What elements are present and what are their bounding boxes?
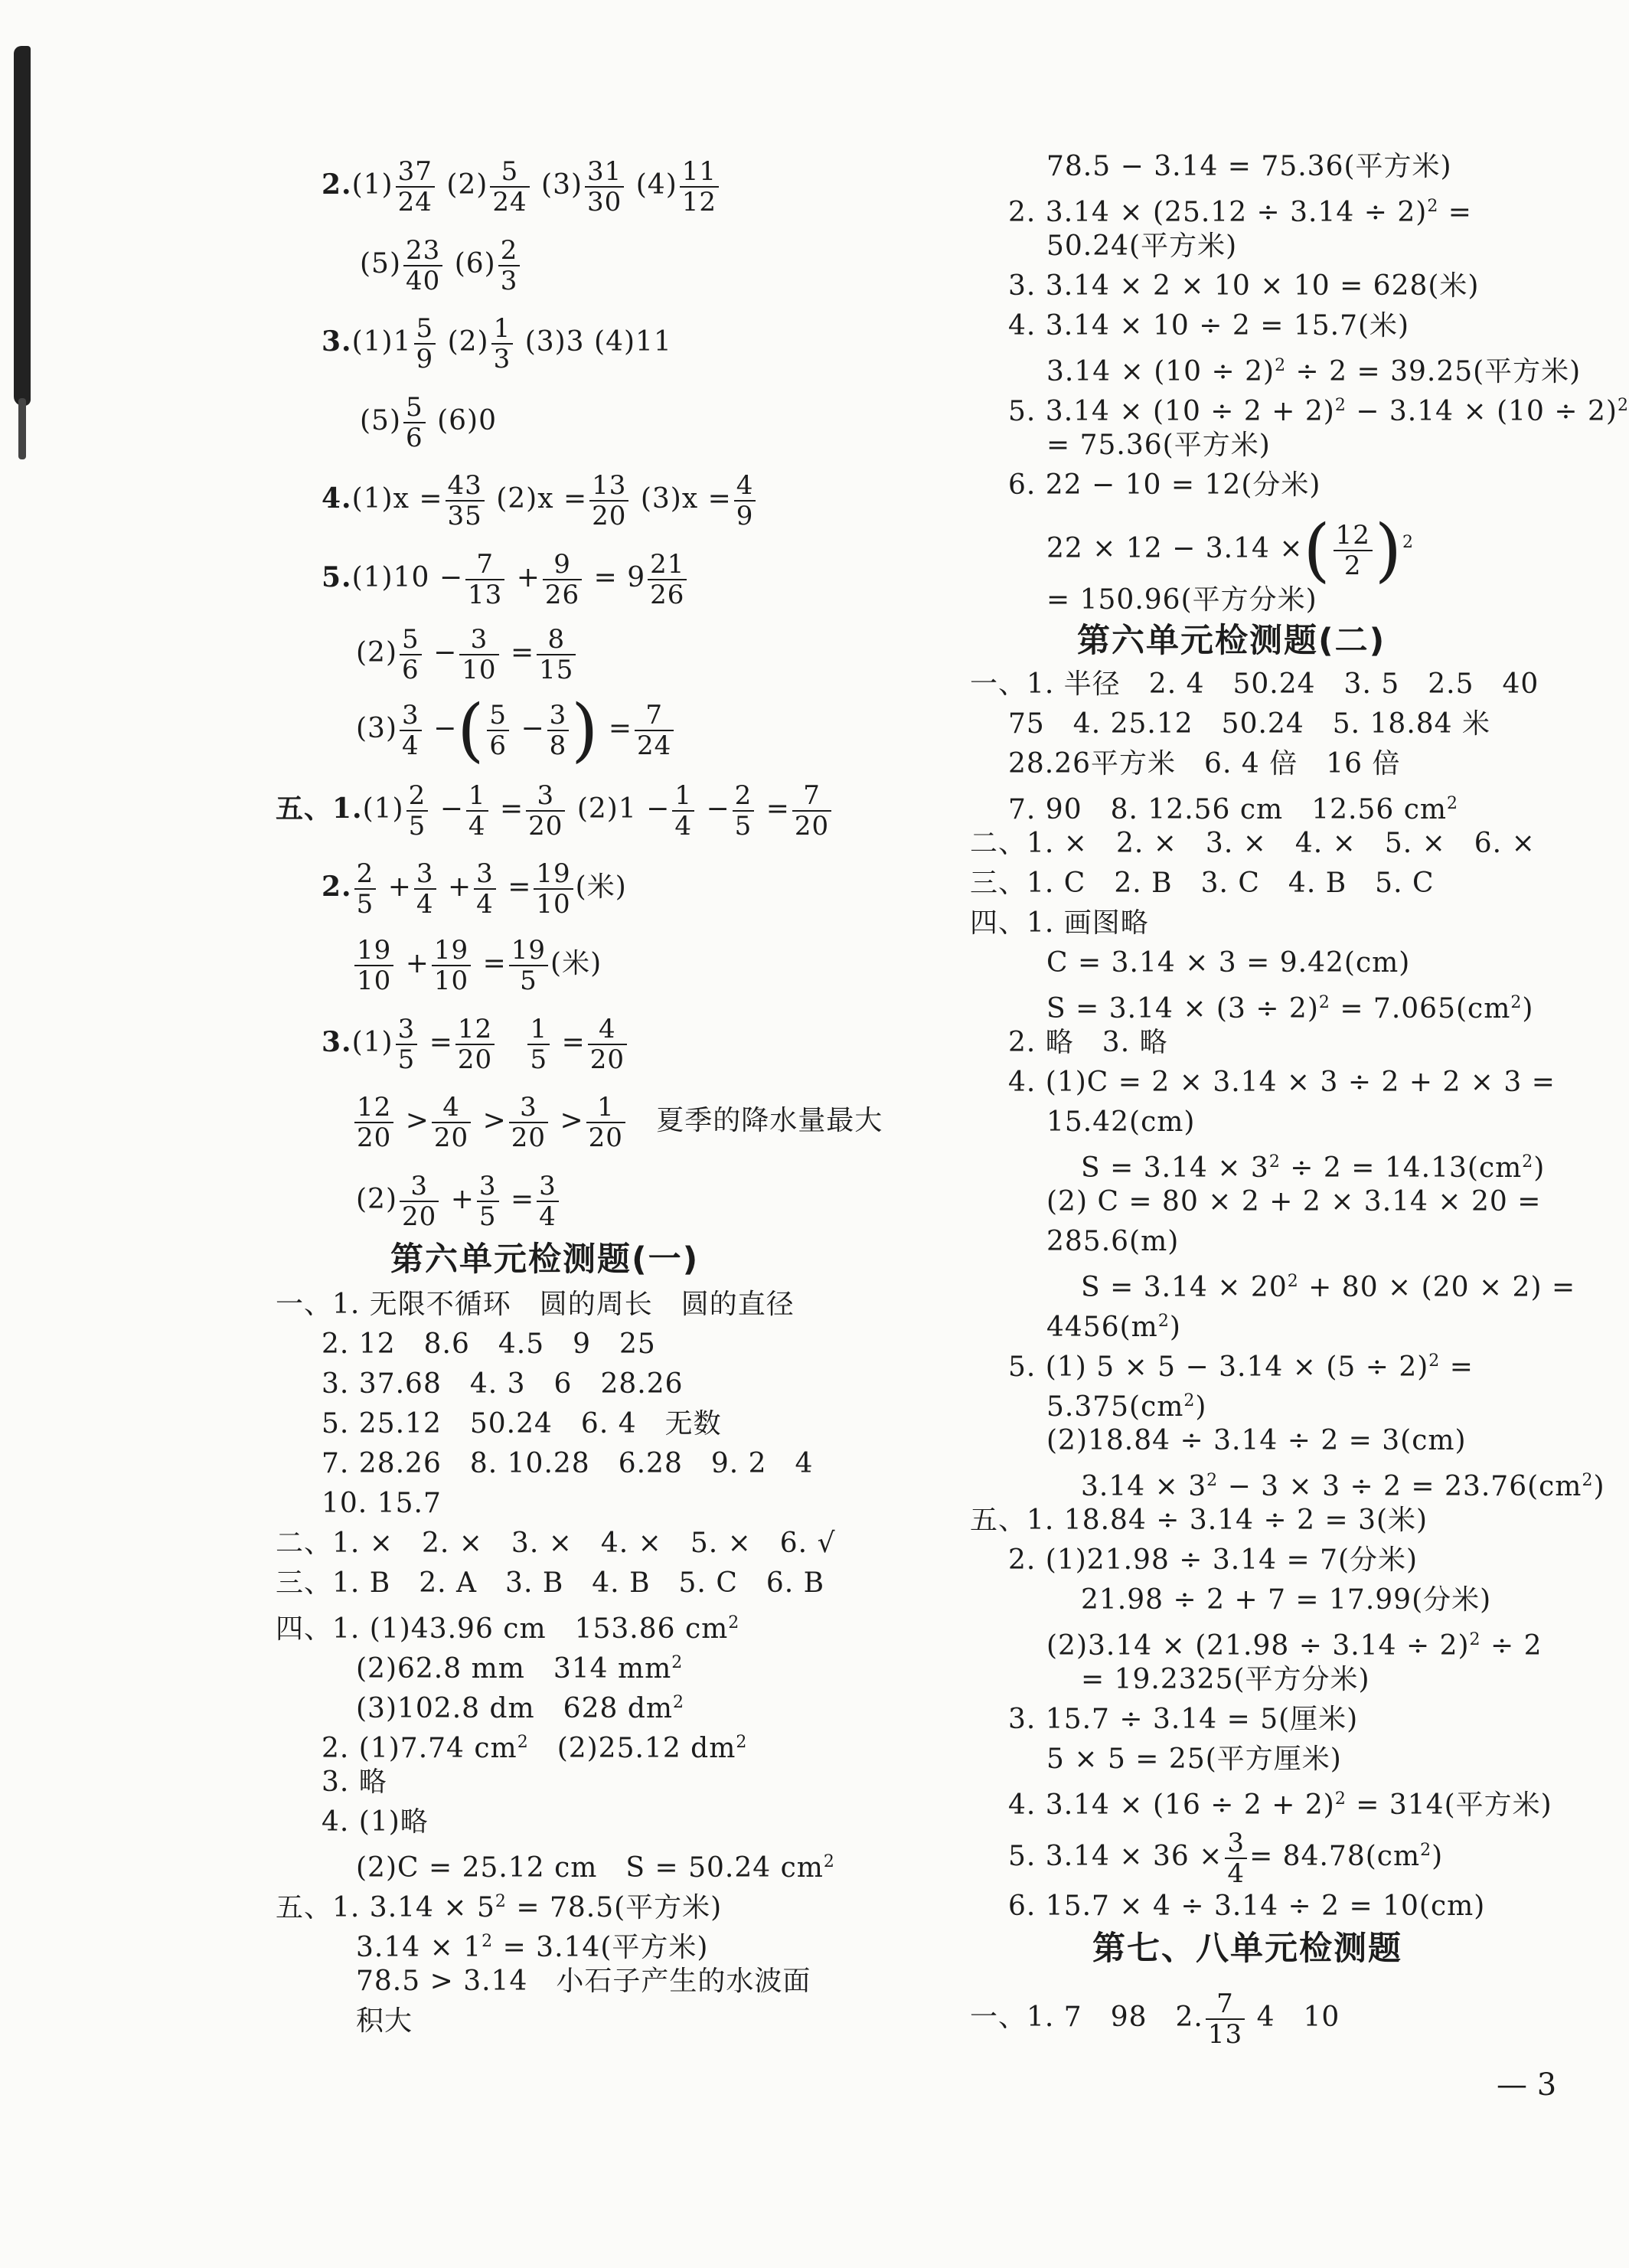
unit6-2-part4-q4-2: (2) C = 80 × 2 + 2 × 3.14 × 20 = bbox=[1046, 1186, 1542, 1217]
answer-5-1: 5.(1)10 − $\frac{7}{13}$ + $\frac{9}{26}$ = 9 $\frac{21}{26}$ bbox=[322, 550, 689, 609]
unit6-1-part1-q10: 10. 15.7 bbox=[322, 1488, 442, 1519]
page-binding-edge bbox=[14, 46, 31, 406]
unit6-2-part1-c: 28.26平方米 6. 4 倍 16 倍 bbox=[1008, 748, 1401, 779]
section5-answer-3-2: (2) $\frac{3}{20}$ + $\frac{3}{5}$ = $\frac{3}{4}$ bbox=[356, 1172, 561, 1231]
r-line-1: 78.5 − 3.14 = 75.36(平方米) bbox=[1046, 151, 1452, 182]
unit6-2-part1-d: 7. 90 8. 12.56 cm 12.56 $cm^2$ bbox=[1008, 794, 1458, 825]
unit6-2-part4-q4-2c: $4456(m^2)$ bbox=[1046, 1312, 1181, 1343]
unit6-1-part1-q2: 2. 12 8.6 4.5 9 25 bbox=[322, 1328, 656, 1360]
unit6-2-part5-q4: 4. $3.14 \times (16 \div 2 + 2)^2 = 314$(平方米) bbox=[1008, 1789, 1552, 1821]
unit6-2-part4-q5-2b: $3.14 \times 3^2 - 3 \times 3 \div 2 = 23.76(cm^2)$ bbox=[1081, 1471, 1605, 1502]
section5-answer-2: 2. $\frac{2}{5}$ + $\frac{3}{4}$ + $\frac{3}{4}$ = $\frac{19}{10}$ (米) bbox=[322, 858, 627, 920]
unit6-2-part5-q3b: 5 × 5 = 25(平方厘米) bbox=[1046, 1743, 1342, 1775]
r-line-11: = 150.96(平方分米) bbox=[1046, 584, 1317, 616]
unit7-8-part1: 一、1. 7 98 2. $\frac{7}{13}$ 4 10 bbox=[970, 1989, 1340, 2050]
page-number: — 3 bbox=[1497, 2067, 1557, 2103]
unit6-2-part5-q2-1: 2. (1)21.98 ÷ 3.14 = 7(分米) bbox=[1008, 1544, 1418, 1576]
unit6-2-part5-q2-2b: = 19.2325(平方分米) bbox=[1081, 1664, 1370, 1695]
answer-4-equations: 4.(1)x = $\frac{43}{35}$ (2)x = $\frac{13}{20}$ (3)x = $\frac{4}{9}$ bbox=[322, 471, 758, 531]
answer-5-3: (3) $\frac{3}{4}$ −( $\frac{5}{6}$ − $\frac{3}{8}$ ) = $\frac{7}{24}$ bbox=[356, 701, 676, 760]
unit6-2-part4-q1-s: $S = 3.14 \times (3 \div 2)^2 = 7.065(cm^2)$ bbox=[1046, 993, 1534, 1025]
r-line-2: 2. $3.14 \times (25.12 \div 3.14 \div 2)^2$ = bbox=[1008, 197, 1472, 228]
r-line-3: 50.24(平方米) bbox=[1046, 230, 1238, 262]
unit6-1-part3: 三、1. B 2. A 3. B 4. B 5. C 6. B bbox=[276, 1567, 825, 1599]
section5-answer-3: 3.(1) $\frac{3}{5}$ = $\frac{12}{20}$ $\frac{1}{5}$ = $\frac{4}{20}$ bbox=[322, 1015, 629, 1074]
unit6-2-part4-q5-2: (2)18.84 ÷ 3.14 ÷ 2 = 3(cm) bbox=[1046, 1425, 1467, 1456]
unit6-2-part5-q3: 3. 15.7 ÷ 3.14 = 5(厘米) bbox=[1008, 1704, 1359, 1735]
r-line-9: 6. 22 − 10 = 12(分米) bbox=[1008, 469, 1321, 501]
unit6-2-part4-q1-c: C = 3.14 × 3 = 9.42(cm) bbox=[1046, 947, 1411, 979]
section5-answer-3-compare: $\frac{12}{20}$ > $\frac{4}{20}$ > $\frac{3}{20}$ > $\frac{1}{20}$ 夏季的降水量最大 bbox=[352, 1093, 883, 1152]
unit6-1-part4-q4-1: 4. (1)略 bbox=[322, 1806, 429, 1838]
unit6-2-part5-q5: 5. 3.14 × 36 × $\frac{3}{4}$ = $84.78(cm^2)$ bbox=[1008, 1828, 1444, 1889]
section-title-unit6-test1: 第六单元检测题(一) bbox=[390, 1240, 700, 1279]
unit6-2-part5-q6: 6. 15.7 × 4 ÷ 3.14 ÷ 2 = 10(cm) bbox=[1008, 1891, 1486, 1922]
unit6-2-part4-q4-2s: $S = 3.14 \times 20^2 + 80 \times (20 \times 2)$ = bbox=[1081, 1272, 1576, 1303]
unit6-2-part2: 二、1. × 2. × 3. × 4. × 5. × 6. × bbox=[970, 828, 1536, 859]
unit6-1-part4-q1-3: (3)102.8 dm 628 $dm^2$ bbox=[356, 1693, 685, 1724]
r-line-7: 5. $3.14 \times (10 \div 2 + 2)^2 - 3.14 \times (10 \div 2)^2$ bbox=[1008, 396, 1629, 427]
unit6-2-part1-a: 一、1. 半径 2. 4 50.24 3. 5 2.5 40 bbox=[970, 668, 1539, 700]
unit6-2-part1-b: 75 4. 25.12 50.24 5. 18.84 米 bbox=[1008, 708, 1491, 740]
unit6-2-part4-q4-1b: 15.42(cm) bbox=[1046, 1106, 1196, 1138]
unit6-1-part5-q1-c: 78.5 > 3.14 小石子产生的水波面 bbox=[356, 1966, 811, 1997]
unit6-1-part1-q3: 3. 37.68 4. 3 6 28.26 bbox=[322, 1368, 684, 1400]
section-title-unit6-test2: 第六单元检测题(二) bbox=[1077, 622, 1386, 660]
unit6-1-part1-q5: 5. 25.12 50.24 6. 4 无数 bbox=[322, 1408, 722, 1440]
unit6-1-part4-q1-1: 四、1. (1)43.96 cm 153.86 $cm^2$ bbox=[276, 1613, 740, 1645]
section-title-unit7-8: 第七、八单元检测题 bbox=[1092, 1930, 1402, 1968]
unit6-1-part4-q3: 3. 略 bbox=[322, 1766, 387, 1798]
unit6-2-part4-q5-1: 5. (1) $5 \times 5 - 3.14 \times (5 \div 2)^2$ = bbox=[1008, 1351, 1474, 1383]
unit6-1-part2: 二、1. × 2. × 3. × 4. × 5. × 6. √ bbox=[276, 1528, 836, 1559]
answer-3-cont: (5) $\frac{5}{6}$ (6)0 bbox=[360, 392, 497, 453]
unit6-1-part5-q1-d: 积大 bbox=[356, 2005, 413, 2037]
answer-5-2: (2) $\frac{5}{6}$ − $\frac{3}{10}$ = $\frac{8}{15}$ bbox=[356, 625, 578, 685]
r-line-6: $3.14 \times (10 \div 2)^2 \div 2 = 39.25$(平方米) bbox=[1046, 356, 1582, 387]
answer-2-fractions-cont: (5) $\frac{23}{40}$ (6) $\frac{2}{3}$ bbox=[360, 236, 522, 296]
unit6-2-part4-q5-1b: $5.375(cm^2)$ bbox=[1046, 1391, 1207, 1423]
r-line-5: 4. 3.14 × 10 ÷ 2 = 15.7(米) bbox=[1008, 310, 1410, 342]
unit6-2-part4-q1: 四、1. 画图略 bbox=[970, 907, 1149, 939]
unit6-2-part3: 三、1. C 2. B 3. C 4. B 5. C bbox=[970, 868, 1435, 899]
unit6-1-part5-q1-b: $3.14 \times 1^2 = 3.14$(平方米) bbox=[356, 1932, 709, 1963]
answer-2-fractions: 2.(1) $\frac{37}{24}$ (2) $\frac{5}{24}$ (3) $\frac{31}{30}$ (4) $\frac{11}{12}$ bbox=[322, 157, 721, 217]
unit6-2-part5-q2-1b: 21.98 ÷ 2 + 7 = 17.99(分米) bbox=[1081, 1584, 1492, 1616]
unit6-2-part5-q1: 五、1. 18.84 ÷ 3.14 ÷ 2 = 3(米) bbox=[970, 1505, 1428, 1536]
unit6-1-part5-q1: 五、1. $3.14 \times 5^2 = 78.5$(平方米) bbox=[276, 1892, 723, 1923]
unit6-1-part4-q4-2: (2)C = 25.12 cm S = 50.24 $cm^2$ bbox=[356, 1852, 835, 1884]
unit6-2-part4-q4-2b: 285.6(m) bbox=[1046, 1226, 1180, 1257]
r-line-4: 3. 3.14 × 2 × 10 × 10 = 628(米) bbox=[1008, 270, 1480, 302]
unit6-1-part4-q2: 2. (1)7.74 $cm^2$ (2)25.12 $dm^2$ bbox=[322, 1733, 748, 1764]
unit6-1-part1-q1: 一、1. 无限不循环 圆的周长 圆的直径 bbox=[276, 1289, 795, 1320]
page-binding-edge-lower bbox=[18, 398, 26, 459]
section5-answer-1: 五、1.(1) $\frac{2}{5}$ − $\frac{1}{4}$ = $\frac{3}{20}$ (2)1 − $\frac{1}{4}$ − $\frac{2}{5}$ = $\frac{7}{20}$ bbox=[276, 781, 834, 841]
section5-answer-2-cont: $\frac{19}{10}$ + $\frac{19}{10}$ = $\frac{19}{5}$ (米) bbox=[352, 936, 602, 995]
unit6-1-part4-q1-2: (2)62.8 mm 314 $mm^2$ bbox=[356, 1653, 684, 1685]
answer-3: 3.(1)1 $\frac{5}{9}$ (2) $\frac{1}{3}$ (3)3 (4)11 bbox=[322, 313, 672, 374]
unit6-1-part1-q7: 7. 28.26 8. 10.28 6.28 9. 2 4 bbox=[322, 1448, 814, 1479]
r-line-8: = 75.36(平方米) bbox=[1046, 430, 1271, 461]
r-line-10: 22 × 12 − 3.14 ×( $\frac{12}{2}$ )$^2$ bbox=[1046, 510, 1414, 590]
unit6-2-part4-q4-1s: $S = 3.14 \times 3^2 \div 2 = 14.13(cm^2)$ bbox=[1081, 1152, 1546, 1184]
unit6-2-part4-q2-3: 2. 略 3. 略 bbox=[1008, 1027, 1168, 1058]
unit6-2-part5-q2-2: $(2)3.14 \times (21.98 \div 3.14 \div 2)^2 \div 2$ bbox=[1046, 1630, 1542, 1662]
unit6-2-part4-q4-1: 4. (1)C = 2 × 3.14 × 3 ÷ 2 + 2 × 3 = bbox=[1008, 1067, 1556, 1098]
